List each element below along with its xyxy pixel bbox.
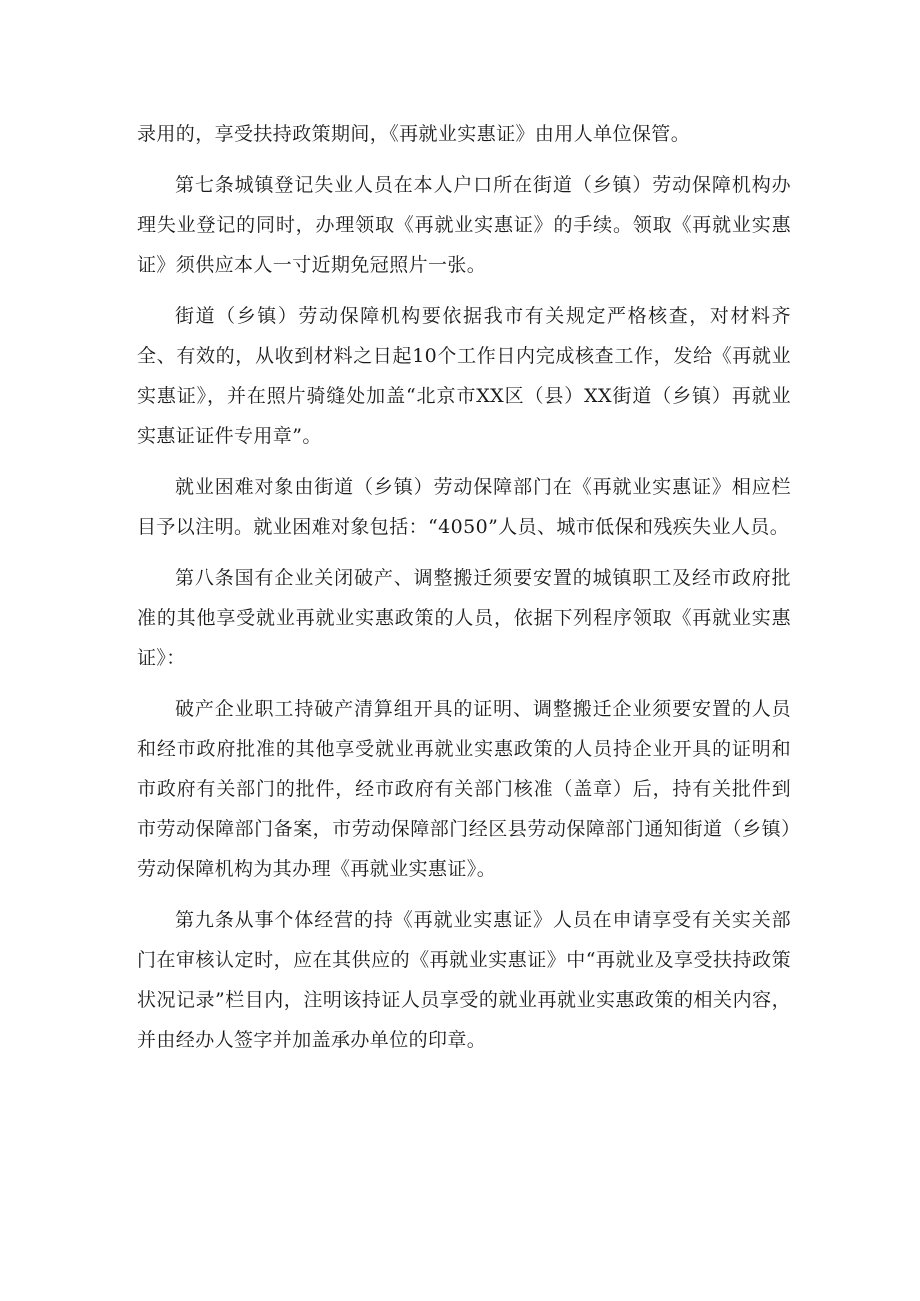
- document-body: [137, 114, 791, 1071]
- paragraph-5-article-8: 第八条国有企业关闭破产、调整搬迁须要安置的城镇职工及经市政府批准的其他享受就业再就业实惠政策的人员，依据下列程序领取《再就业实惠证》：: [137, 567, 791, 669]
- paragraph-1: 录用的，享受扶持政策期间，《再就业实惠证》由用人单位保管。: [137, 123, 691, 145]
- paragraph-2-article-7: 第七条城镇登记失业人员在本人户口所在街道（乡镇）劳动保障机构办理失业登记的同时，办理领取《再就业实惠证》的手续。领取《再就业实惠证》须供应本人一寸近期免冠照片一张。: [137, 174, 791, 276]
- paragraph-7-article-9: 第九条从事个体经营的持《再就业实惠证》人员在申请享受有关实关部门在审核认定时，应在其供应的《再就业实惠证》中“再就业及享受扶持政策状况记录”栏目内，注明该持证人员享受的就业再就业实惠政策的相关内容，并由经办人签字并加盖承办单位的印章。: [137, 909, 791, 1051]
- paragraph-3: 街道（乡镇）劳动保障机构要依据我市有关规定严格核查，对材料齐全、有效的，从收到材料之日起10个工作日内完成核查工作，发给《再就业实惠证》，并在照片骑缝处加盖“北京市XX区（县）XX街道（乡镇）再就业实惠证证件专用章”。: [137, 305, 791, 447]
- paragraph-4: 就业困难对象由街道（乡镇）劳动保障部门在《再就业实惠证》相应栏目予以注明。就业困难对象包括：“4050”人员、城市低保和残疾失业人员。: [137, 476, 791, 538]
- paragraph-6: 破产企业职工持破产清算组开具的证明、调整搬迁企业须要安置的人员和经市政府批准的其他享受就业再就业实惠政策的人员持企业开具的证明和市政府有关部门的批件，经市政府有关部门核准（盖章）后，持有关批件到市劳动保障部门备案，市劳动保障部门经区县劳动保障部门通知街道（乡镇）劳动保障机构为其办理《再就业实惠证》。: [137, 698, 791, 880]
